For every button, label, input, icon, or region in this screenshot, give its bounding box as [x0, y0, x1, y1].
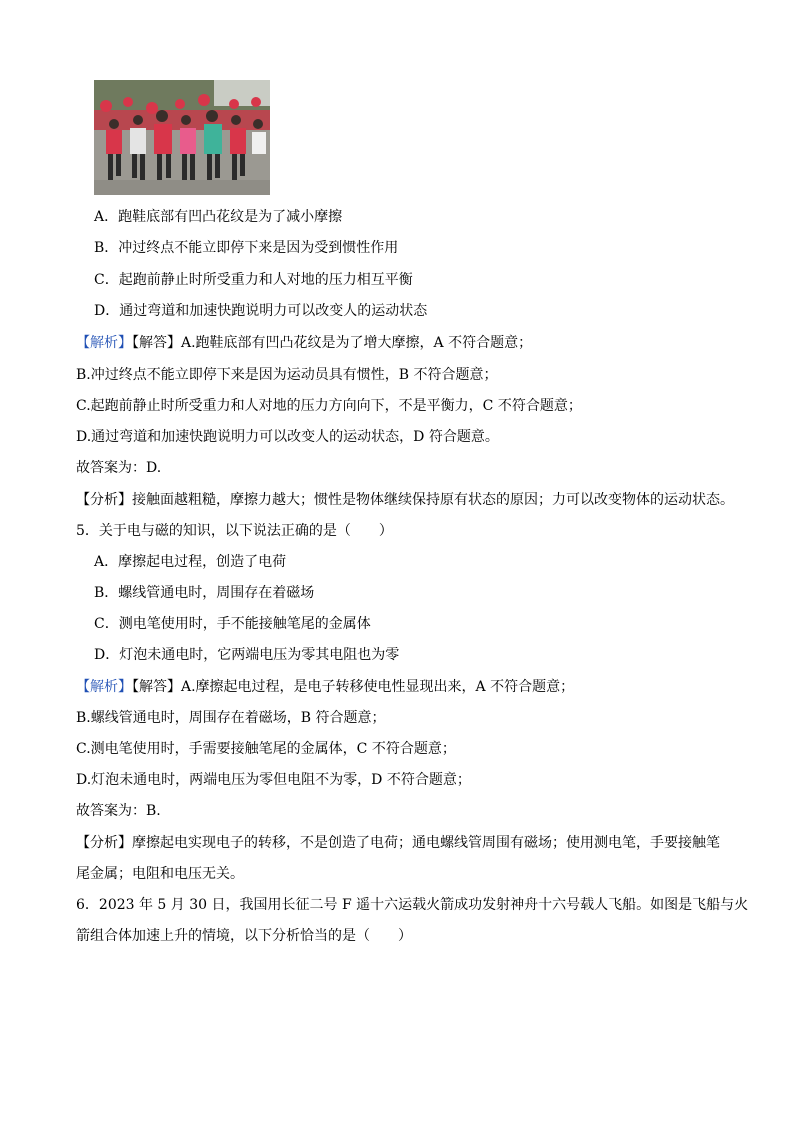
- q5-option-d: D．灯泡未通电时，它两端电压为零其电阻也为零: [94, 647, 400, 663]
- answer-tag: 【解答】: [132, 335, 181, 351]
- fenxi-text: 摩擦起电实现电子的转移，不是创造了电荷；通电螺线管周围有磁场；使用测电笔，手要接触笔: [132, 835, 720, 851]
- q4-answer-line-3: C.起跑前静止时所受重力和人对地的压力方向向下，不是平衡力，C 不符合题意；: [76, 398, 582, 414]
- fenxi-tag: 【分析】: [76, 492, 132, 508]
- answer-text: A.跑鞋底部有凹凸花纹是为了增大摩擦，A 不符合题意；: [181, 335, 533, 351]
- q4-answer-line-4: D.通过弯道和加速快跑说明力可以改变人的运动状态，D 符合题意。: [76, 429, 499, 445]
- q4-option-b: B．冲过终点不能立即停下来是因为受到惯性作用: [94, 240, 399, 256]
- q4-answer-line-1: [76, 334, 532, 352]
- q4-conclusion: 故答案为：D.: [76, 460, 162, 476]
- q6-stem-line-1: 6．2023 年 5 月 30 日，我国用长征二号 F 遥十六运载火箭成功发射神舟十六号载人飞船。如图是飞船与火: [76, 897, 749, 913]
- q5-answer-line-1: [76, 678, 574, 696]
- analysis-tag: 【解析】: [76, 679, 132, 695]
- q5-answer-line-4: D.灯泡未通电时，两端电压为零但电阻不为零，D 不符合题意；: [76, 772, 471, 788]
- q4-option-a: A．跑鞋底部有凹凸花纹是为了减小摩擦: [94, 209, 343, 225]
- q4-fenxi: [76, 491, 734, 509]
- q4-answer-line-2: B.冲过终点不能立即停下来是因为运动员具有惯性，B 不符合题意；: [76, 367, 498, 383]
- q5-stem: 5．关于电与磁的知识，以下说法正确的是（ ）: [76, 523, 393, 539]
- q5-conclusion: 故答案为：B.: [76, 803, 161, 819]
- marathon-photo: [94, 80, 270, 195]
- fenxi-text: 接触面越粗糙，摩擦力越大；惯性是物体继续保持原有状态的原因；力可以改变物体的运动状态。: [132, 492, 734, 508]
- q5-fenxi-line-1: [76, 834, 720, 852]
- q4-option-c: C．起跑前静止时所受重力和人对地的压力相互平衡: [94, 272, 413, 288]
- fenxi-tag: 【分析】: [76, 835, 132, 851]
- q5-option-a: A．摩擦起电过程，创造了电荷: [94, 554, 287, 570]
- q5-option-c: C．测电笔使用时，手不能接触笔尾的金属体: [94, 616, 371, 632]
- q5-option-b: B．螺线管通电时，周围存在着磁场: [94, 585, 315, 601]
- q5-answer-line-2: B.螺线管通电时，周围存在着磁场，B 符合题意；: [76, 710, 386, 726]
- q5-answer-line-3: C.测电笔使用时，手需要接触笔尾的金属体，C 不符合题意；: [76, 741, 456, 757]
- q4-option-d: D．通过弯道和加速快跑说明力可以改变人的运动状态: [94, 303, 428, 319]
- q6-stem-line-2: 箭组合体加速上升的情境，以下分析恰当的是（ ）: [76, 928, 412, 944]
- q5-fenxi-line-2: 尾金属；电阻和电压无关。: [76, 866, 244, 882]
- answer-text: A.摩擦起电过程，是电子转移使电性显现出来，A 不符合题意；: [181, 679, 575, 695]
- answer-tag: 【解答】: [132, 679, 181, 695]
- analysis-tag: 【解析】: [76, 335, 132, 351]
